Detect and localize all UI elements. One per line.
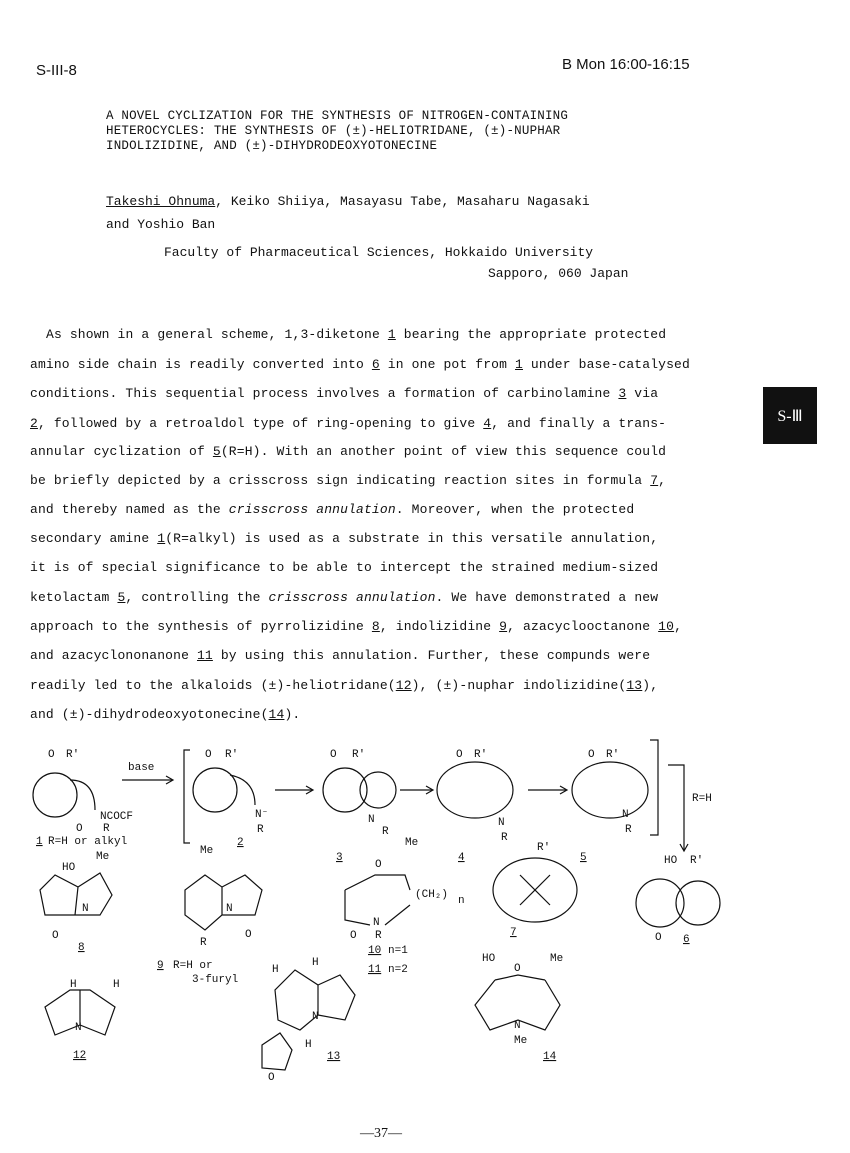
compound-ref: 5 bbox=[212, 444, 221, 459]
session-code: S-III-8 bbox=[36, 62, 77, 79]
compound-ref: 1 bbox=[157, 531, 166, 546]
body-text: . We have demonstrated a new bbox=[435, 590, 659, 605]
furan-ring bbox=[262, 1033, 292, 1070]
compound-note: n=2 bbox=[388, 964, 408, 976]
body-text: be briefly depicted by a crisscross sign indicating reaction sites in formula bbox=[30, 473, 651, 488]
coauthors: , Keiko Shiiya, Masayasu Tabe, Masaharu Nagasaki bbox=[215, 194, 590, 209]
body-text: crisscross annulation bbox=[268, 590, 436, 605]
atom-label: R' bbox=[690, 855, 704, 867]
body-line bbox=[30, 473, 666, 488]
section-tab: S-Ⅲ bbox=[763, 387, 817, 444]
compound-label: 6 bbox=[683, 934, 690, 946]
atom-label: HO bbox=[664, 855, 678, 867]
atom-label: R bbox=[375, 930, 382, 942]
atom-label: R bbox=[382, 826, 389, 838]
compound-ref: 9 bbox=[499, 619, 508, 634]
compound-ref: 6 bbox=[371, 357, 380, 372]
body-text: secondary amine bbox=[30, 531, 158, 546]
atom-label: Me bbox=[405, 837, 419, 849]
body-line bbox=[30, 678, 658, 693]
compound-label: 10 bbox=[368, 945, 382, 957]
body-line bbox=[30, 648, 650, 663]
compound-note: R=H or bbox=[173, 960, 213, 972]
atom-label: O bbox=[268, 1072, 275, 1084]
compound-ref: 11 bbox=[196, 648, 213, 663]
compound-ref: 1 bbox=[387, 327, 396, 342]
compound-ref: 13 bbox=[626, 678, 643, 693]
atom-label: Me bbox=[514, 1035, 528, 1047]
atom-label: O bbox=[76, 823, 83, 835]
title-line: HETEROCYCLES: THE SYNTHESIS OF (±)-HELIOTRIDANE, (±)-NUPHAR bbox=[106, 124, 561, 138]
authors-line2: and Yoshio Ban bbox=[106, 217, 216, 232]
compound-ref: 12 bbox=[395, 678, 412, 693]
compound-ref: 10 bbox=[658, 619, 675, 634]
atom-label: R bbox=[625, 824, 632, 836]
body-line bbox=[30, 444, 666, 459]
body-text: , bbox=[674, 619, 683, 634]
body-text: and azacyclononanone bbox=[30, 648, 197, 663]
body-text: under base-catalysed bbox=[522, 357, 690, 372]
atom-label: H bbox=[272, 964, 279, 976]
atom-label: H bbox=[305, 1039, 312, 1051]
atom-label: N bbox=[373, 917, 380, 929]
body-text: approach to the synthesis of pyrrolizidine bbox=[30, 619, 372, 634]
page-number: —37— bbox=[360, 1126, 402, 1141]
atom-label: O bbox=[655, 932, 662, 944]
body-line bbox=[30, 386, 658, 401]
body-text: it is of special significance to be able to intercept the strained medium-sized bbox=[30, 560, 659, 575]
atom-label: Me bbox=[96, 851, 110, 863]
atom-label: O bbox=[514, 963, 521, 975]
body-text: in one pot from bbox=[379, 357, 516, 372]
compound-label: 9 bbox=[157, 960, 164, 972]
atom-label: R bbox=[257, 824, 264, 836]
body-line bbox=[30, 416, 666, 431]
compound-ref: 3 bbox=[618, 386, 627, 401]
atom-label: R' bbox=[537, 842, 551, 854]
body-text: amino side chain is readily converted into bbox=[30, 357, 372, 372]
body-text: , and finally a trans- bbox=[491, 416, 667, 431]
compound-ref: 7 bbox=[650, 473, 659, 488]
body-line bbox=[30, 707, 300, 722]
body-text: by using this annulation. Further, these compunds were bbox=[212, 648, 651, 663]
body-text: annular cyclization of bbox=[30, 444, 213, 459]
ring-4 bbox=[437, 762, 513, 818]
atom-label: R' bbox=[66, 749, 80, 761]
atom-label: n bbox=[458, 895, 465, 907]
body-text: readily led to the alkaloids (±)-heliotridane( bbox=[30, 678, 396, 693]
compound-note: 3-furyl bbox=[192, 974, 239, 986]
body-text: ). bbox=[284, 707, 301, 722]
body-text: , followed by a retroaldol type of ring-opening to give bbox=[37, 416, 484, 431]
atom-label: R' bbox=[474, 749, 488, 761]
atom-label: N bbox=[498, 817, 505, 829]
compound-note: R=H or alkyl bbox=[48, 836, 128, 848]
body-text: ), bbox=[642, 678, 659, 693]
atom-label: R' bbox=[352, 749, 366, 761]
atom-label: R bbox=[501, 832, 508, 844]
authors bbox=[106, 194, 590, 209]
atom-label: N bbox=[312, 1011, 319, 1023]
body-text: via bbox=[626, 386, 659, 401]
atom-label: O bbox=[205, 749, 212, 761]
ring-6a bbox=[636, 879, 684, 927]
compound-label: 5 bbox=[580, 852, 587, 864]
reaction-arrow bbox=[668, 765, 684, 850]
atom-label: O bbox=[375, 859, 382, 871]
body-text: bearing the appropriate protected bbox=[395, 327, 667, 342]
affiliation-city: Sapporo, 060 Japan bbox=[488, 266, 629, 281]
atom-label: O bbox=[52, 930, 59, 942]
compound-ref: 4 bbox=[483, 416, 492, 431]
atom-label: R' bbox=[225, 749, 239, 761]
body-text: As shown in a general scheme, 1,3-diketone bbox=[46, 327, 388, 342]
compound-ref: 8 bbox=[371, 619, 380, 634]
atom-label: N bbox=[75, 1022, 82, 1034]
atom-label: N⁻ bbox=[255, 809, 269, 821]
atom-label: HO bbox=[482, 953, 496, 965]
compound-label: 8 bbox=[78, 942, 85, 954]
atom-label: R bbox=[200, 937, 207, 949]
ring-9 bbox=[185, 875, 262, 930]
ring-5 bbox=[572, 762, 648, 818]
presenter: Takeshi Ohnuma bbox=[106, 194, 216, 209]
atom-label: O bbox=[330, 749, 337, 761]
atom-label: H bbox=[113, 979, 120, 991]
compound-label: 3 bbox=[336, 852, 343, 864]
ring-8 bbox=[40, 873, 112, 915]
title-line: A NOVEL CYCLIZATION FOR THE SYNTHESIS OF NITROGEN-CONTAINING bbox=[106, 109, 569, 123]
body-line bbox=[30, 619, 682, 634]
body-text: (R=H). With an another point of view this sequence could bbox=[220, 444, 667, 459]
body-line bbox=[30, 502, 634, 517]
body-text: and (±)-dihydrodeoxyotonecine( bbox=[30, 707, 269, 722]
atom-label: O bbox=[48, 749, 55, 761]
session-time: B Mon 16:00-16:15 bbox=[562, 56, 690, 73]
atom-label: O bbox=[350, 930, 357, 942]
body-line bbox=[46, 327, 666, 342]
atom-label: N bbox=[622, 809, 629, 821]
bracket-right bbox=[650, 740, 658, 835]
atom-label: N bbox=[82, 903, 89, 915]
body-text: , controlling the bbox=[125, 590, 269, 605]
compound-label: 7 bbox=[510, 927, 517, 939]
body-line bbox=[30, 357, 690, 372]
body-text: conditions. This sequential process involves a formation of carbinolamine bbox=[30, 386, 619, 401]
compound-label: 2 bbox=[237, 837, 244, 849]
ring-6b bbox=[676, 881, 720, 925]
compound-ref: 5 bbox=[117, 590, 126, 605]
body-text: (R=alkyl) is used as a substrate in this versatile annulation, bbox=[165, 531, 659, 546]
atom-label: N bbox=[226, 903, 233, 915]
reaction-scheme bbox=[0, 735, 850, 1095]
body-line bbox=[30, 531, 658, 546]
body-text: crisscross annulation bbox=[228, 502, 396, 517]
compound-label: 14 bbox=[543, 1051, 557, 1063]
atom-label: O bbox=[588, 749, 595, 761]
atom-label: R' bbox=[606, 749, 620, 761]
compound-label: 13 bbox=[327, 1051, 341, 1063]
compound-label: 11 bbox=[368, 964, 382, 976]
compound-label: 4 bbox=[458, 852, 465, 864]
body-text: and thereby named as the bbox=[30, 502, 229, 517]
body-text: , indolizidine bbox=[379, 619, 500, 634]
body-text: ), (±)-nuphar indolizidine( bbox=[411, 678, 627, 693]
body-line bbox=[30, 560, 658, 575]
atom-label: NCOCF bbox=[100, 811, 134, 823]
paper-title bbox=[106, 109, 568, 154]
atom-label: Me bbox=[550, 953, 564, 965]
body-text: , azacyclooctanone bbox=[507, 619, 659, 634]
atom-label: HO bbox=[62, 862, 76, 874]
atom-label: H bbox=[312, 957, 319, 969]
body-line bbox=[30, 590, 658, 605]
compound-ref: 1 bbox=[515, 357, 523, 372]
compound-label: 1 bbox=[36, 836, 43, 848]
body-text: ketolactam bbox=[30, 590, 118, 605]
atom-label: O bbox=[456, 749, 463, 761]
ring-3b bbox=[360, 772, 396, 808]
compound-ref: 14 bbox=[268, 707, 285, 722]
body-text: . Moreover, when the protected bbox=[395, 502, 635, 517]
title-line: INDOLIZIDINE, AND (±)-DIHYDRODEOXYOTONECINE bbox=[106, 139, 438, 153]
bracket-left bbox=[184, 750, 190, 843]
atom-label: O bbox=[245, 929, 252, 941]
atom-label: N bbox=[368, 814, 375, 826]
atom-label: Me bbox=[200, 845, 214, 857]
atom-label: R bbox=[103, 823, 110, 835]
compound-ref: 2 bbox=[30, 416, 38, 431]
atom-label: H bbox=[70, 979, 77, 991]
compound-note: n=1 bbox=[388, 945, 408, 957]
atom-label: N bbox=[514, 1020, 521, 1032]
compound-label: 12 bbox=[73, 1050, 87, 1062]
reagent-label: base bbox=[128, 762, 155, 774]
affiliation: Faculty of Pharmaceutical Sciences, Hokkaido University bbox=[164, 245, 594, 260]
atom-label: (CH₂) bbox=[415, 889, 449, 901]
condition-label: R=H bbox=[692, 793, 712, 805]
body-text: , bbox=[658, 473, 667, 488]
